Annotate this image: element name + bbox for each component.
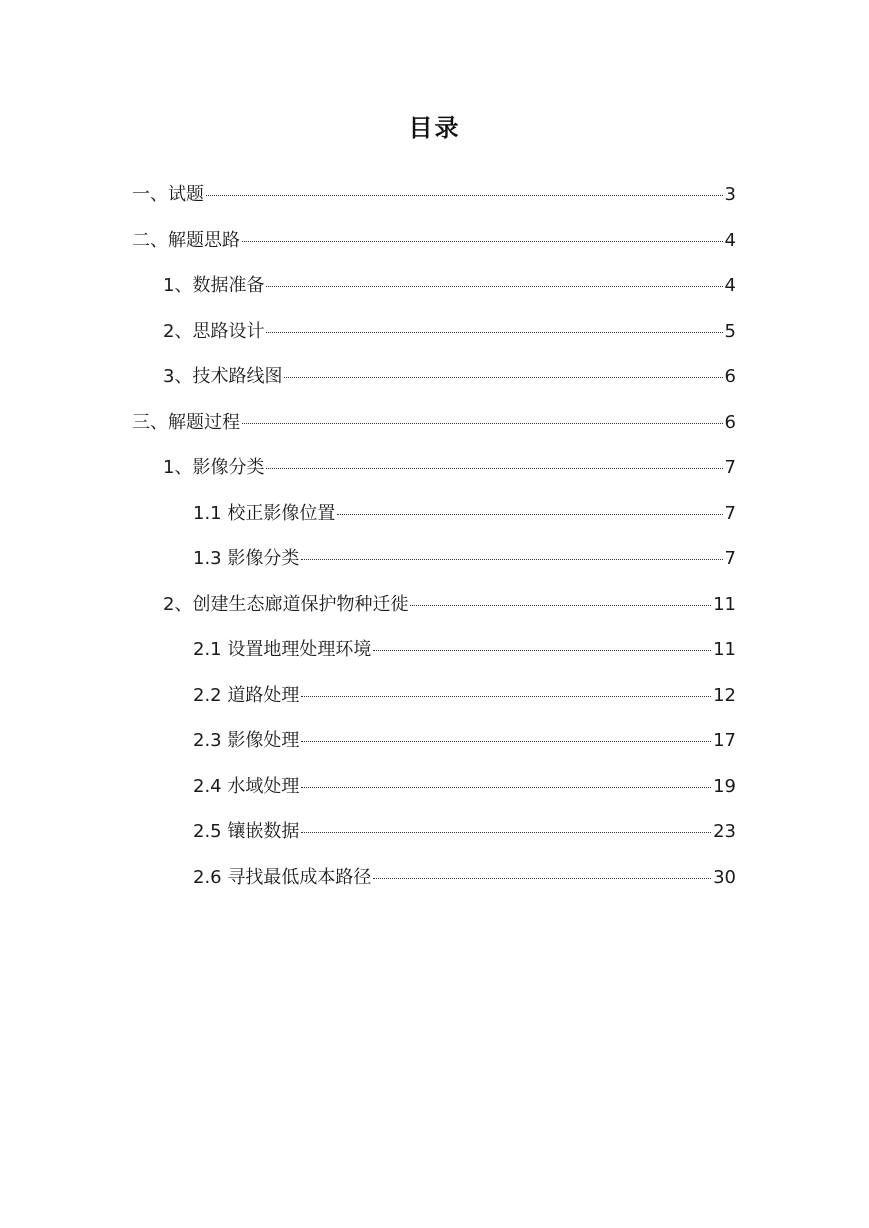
toc-entry[interactable] <box>132 632 736 678</box>
toc-dot-leader <box>373 878 711 879</box>
toc-entry-text: 1.1 校正影像位置 <box>193 502 336 524</box>
toc-entry[interactable] <box>132 814 736 860</box>
toc-dot-leader <box>301 787 711 788</box>
toc-entry[interactable] <box>132 405 736 451</box>
toc-entry-text: 3、技术路线图 <box>163 366 283 387</box>
toc-entry[interactable] <box>132 496 736 542</box>
toc-page-number: 17 <box>713 730 736 751</box>
toc-entry-text: 2.3 影像处理 <box>193 730 300 751</box>
toc-title: 目录 <box>408 114 461 142</box>
toc-entry[interactable] <box>132 268 736 314</box>
toc-entry[interactable] <box>132 769 736 815</box>
toc-page-number: 6 <box>724 411 736 433</box>
toc-entry-text: 二、解题思路 <box>132 229 240 251</box>
toc-entry-text: 2.5 镶嵌数据 <box>193 821 300 842</box>
toc-dot-leader <box>301 741 711 742</box>
toc-dot-leader <box>242 423 723 424</box>
toc-page-number: 7 <box>724 457 736 478</box>
toc-dot-leader <box>266 286 722 287</box>
toc-entry-text: 2.2 道路处理 <box>193 684 300 706</box>
toc-list <box>132 177 736 905</box>
toc-entry[interactable] <box>132 223 736 269</box>
toc-entry-text: 1.3 影像分类 <box>193 548 300 569</box>
toc-page-number: 4 <box>724 275 736 296</box>
toc-entry-text: 1、数据准备 <box>163 275 265 296</box>
toc-page-number: 5 <box>724 320 736 342</box>
toc-page-number: 7 <box>724 548 736 569</box>
toc-page-number: 3 <box>724 184 736 205</box>
toc-dot-leader <box>410 605 711 606</box>
toc-entry-text: 2、思路设计 <box>163 320 265 342</box>
toc-entry-text: 一、试题 <box>132 184 204 205</box>
toc-entry-text: 2.6 寻找最低成本路径 <box>193 866 372 888</box>
toc-page-number: 30 <box>713 866 736 888</box>
toc-dot-leader <box>242 241 723 242</box>
toc-entry[interactable] <box>132 314 736 360</box>
toc-entry[interactable] <box>132 450 736 496</box>
toc-dot-leader <box>301 832 711 833</box>
toc-page-number: 11 <box>713 593 736 615</box>
toc-page-number: 6 <box>724 366 736 387</box>
toc-entry-text: 1、影像分类 <box>163 457 265 478</box>
toc-entry[interactable] <box>132 177 736 223</box>
toc-dot-leader <box>373 650 711 651</box>
toc-dot-leader <box>337 514 722 515</box>
toc-entry-text: 2.4 水域处理 <box>193 775 300 797</box>
toc-dot-leader <box>284 377 722 378</box>
toc-page-number: 19 <box>713 775 736 797</box>
toc-page-number: 12 <box>713 684 736 706</box>
toc-entry[interactable] <box>132 587 736 633</box>
toc-dot-leader <box>301 696 711 697</box>
toc-dot-leader <box>266 332 722 333</box>
toc-page-number: 11 <box>713 639 736 660</box>
toc-page-number: 4 <box>724 229 736 251</box>
toc-entry[interactable] <box>132 860 736 906</box>
toc-dot-leader <box>301 559 722 560</box>
toc-entry-text: 三、解题过程 <box>132 411 240 433</box>
toc-dot-leader <box>266 468 722 469</box>
toc-entry[interactable] <box>132 678 736 724</box>
toc-entry-text: 2、创建生态廊道保护物种迁徙 <box>163 593 409 615</box>
toc-entry-text: 2.1 设置地理处理环境 <box>193 639 372 660</box>
toc-dot-leader <box>206 195 723 196</box>
toc-page-number: 23 <box>713 821 736 842</box>
toc-entry[interactable] <box>132 541 736 587</box>
toc-entry[interactable] <box>132 723 736 769</box>
toc-page-number: 7 <box>724 502 736 524</box>
toc-entry[interactable] <box>132 359 736 405</box>
